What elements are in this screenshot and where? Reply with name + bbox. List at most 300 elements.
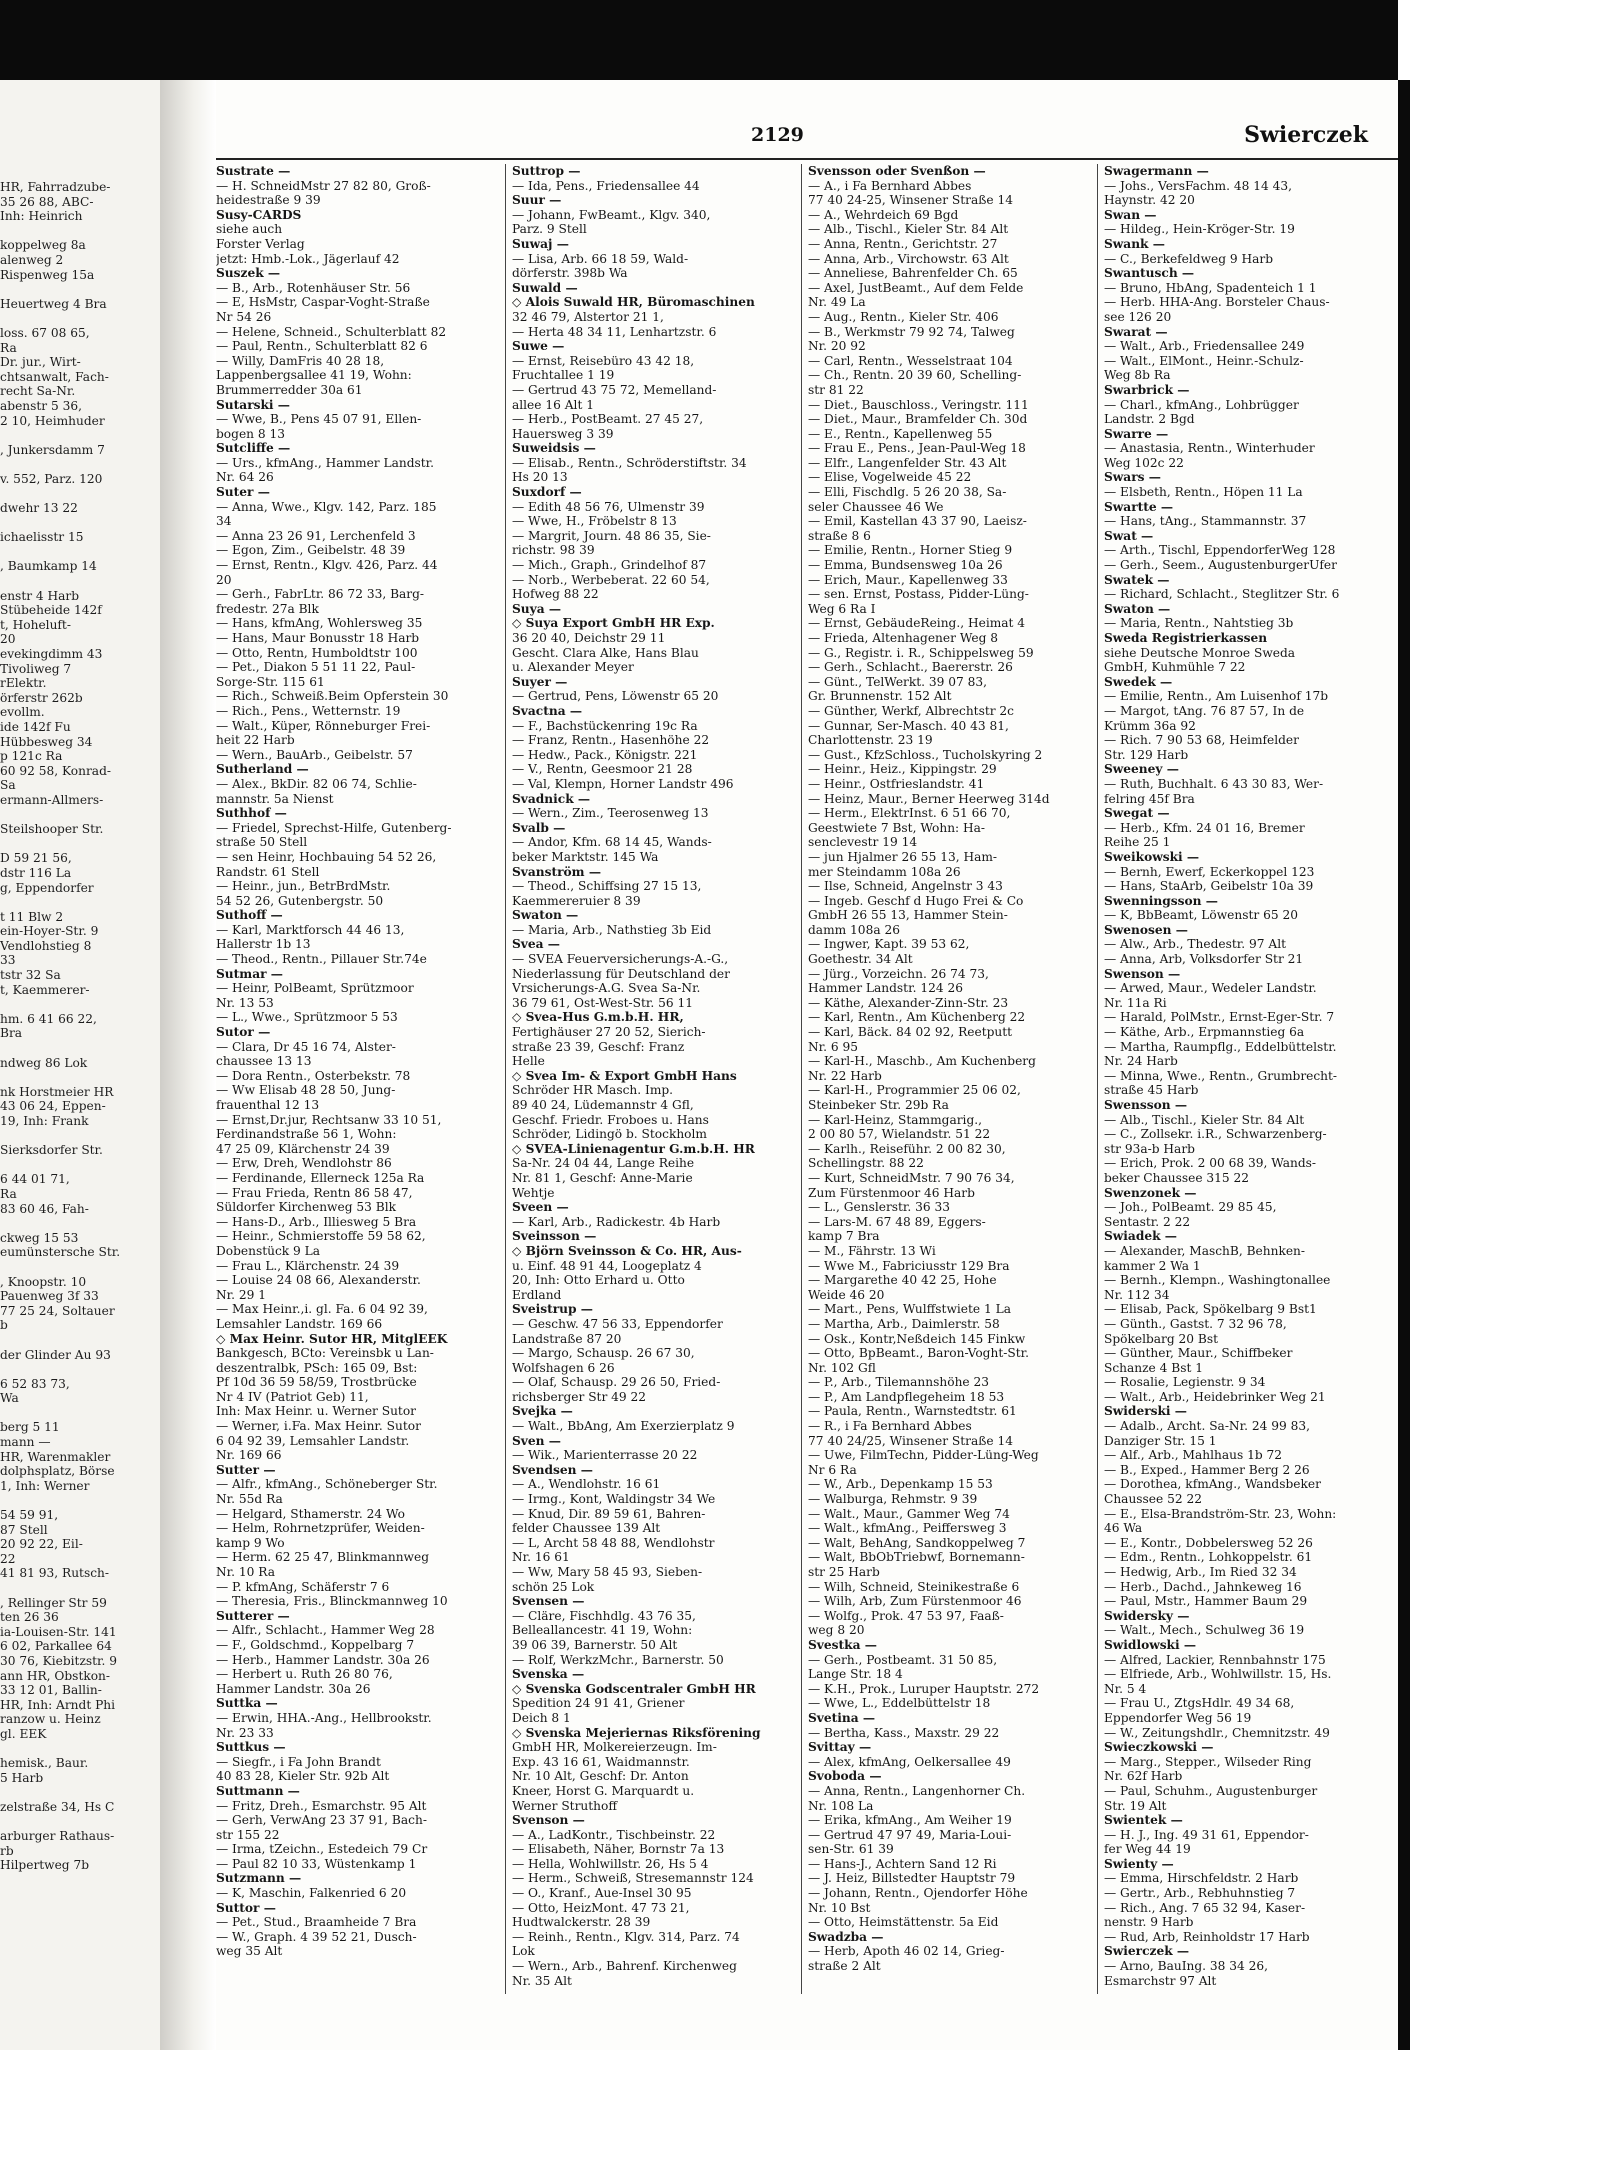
directory-entry-line: — Gerh, VerwAng 23 37 91, Bach- — [216, 1813, 427, 1828]
directory-entry-line: siehe auch — [216, 222, 283, 237]
directory-entry-line: — Herm. 62 25 47, Blinkmannweg — [216, 1550, 430, 1565]
left-page-line: koppelweg 8a — [0, 238, 86, 253]
directory-entry-line: Nr. 22 Harb — [808, 1068, 882, 1083]
directory-entry-line: ◇ Svea-Hus G.m.b.H. HR, — [512, 1010, 684, 1025]
page-header — [216, 120, 1398, 160]
directory-entry-line: — Edm., Rentn., Lohkoppelstr. 61 — [1104, 1550, 1313, 1565]
directory-entry-line: — Bernh., Klempn., Washingtonallee — [1104, 1273, 1331, 1288]
left-page-line — [0, 1362, 158, 1377]
left-page-line: 2 10, Heimhuder — [0, 413, 105, 428]
directory-entry-line: kamp 9 Wo — [216, 1535, 285, 1550]
directory-entry-line: 89 40 24, Lüdemannstr 4 Gfl, — [512, 1098, 694, 1112]
directory-entry-line: — Gertr., Arb., Rebhuhnstieg 7 — [1104, 1886, 1296, 1901]
directory-entry-line: — Paul, Rentn., Schulterblatt 82 6 — [216, 339, 428, 354]
directory-entry-line: — O., Kranf., Aue-Insel 30 95 — [512, 1886, 692, 1901]
directory-entry-line: — Diet., Bauschloss., Veringstr. 111 — [808, 397, 1029, 412]
directory-entry-line: — P., Arb., Tilemannshöhe 23 — [808, 1375, 990, 1390]
left-page-line: enstr 4 Harb — [0, 588, 80, 603]
directory-entry-line: — Reinh., Rentn., Klgv. 314, Parz. 74 — [512, 1929, 740, 1944]
directory-entry-line: — J. Heiz, Billstedter Hauptstr 79 — [808, 1871, 1016, 1886]
directory-entry-line: — Arno, BauIng. 38 34 26, — [1104, 1959, 1269, 1974]
left-page-line: HR, Warenmakler — [0, 1449, 111, 1464]
directory-entry-line: Swidersky — — [1104, 1608, 1190, 1623]
directory-entry-line: Swan — — [1104, 207, 1157, 222]
directory-entry-line: Suttor — — [216, 1900, 276, 1915]
directory-entry-line: — Louise 24 08 66, Alexanderstr. — [216, 1273, 421, 1288]
left-page-line — [0, 1742, 158, 1757]
directory-entry-line: — Bruno, HbAng, Spadenteich 1 1 — [1104, 280, 1317, 295]
directory-entry-line: Suttrop — — [512, 164, 581, 178]
directory-entry-line: 6 04 92 39, Lemsahler Landstr. — [216, 1433, 410, 1448]
directory-entry-line: — Bertha, Kass., Maxstr. 29 22 — [808, 1725, 1000, 1740]
left-page-line: recht Sa-Nr. — [0, 384, 76, 399]
left-page-line — [0, 1785, 158, 1800]
left-page-line: evekingdimm 43 — [0, 647, 103, 661]
directory-entry-line: — Heinz, Maur., Berner Heerweg 314d — [808, 791, 1050, 806]
left-page-line: 20 — [0, 632, 16, 647]
directory-entry-line: — Franz, Rentn., Hasenhöhe 22 — [512, 733, 710, 748]
directory-entry-line: — Anastasia, Rentn., Winterhuder — [1104, 441, 1315, 456]
directory-entry-line: — Herb., Kfm. 24 01 16, Bremer — [1104, 820, 1305, 835]
directory-entry-line: — Wilh, Arb, Zum Fürstenmoor 46 — [808, 1594, 1022, 1609]
directory-entry-line: — Ingwer, Kapt. 39 53 62, — [808, 937, 970, 952]
directory-entry-line: Suttmann — — [216, 1783, 300, 1798]
directory-entry-line: Swensson — — [1104, 1098, 1188, 1112]
directory-entry-line: Str. 19 Alt — [1104, 1798, 1167, 1813]
directory-entry-line: — Cläre, Fischhdlg. 43 76 35, — [512, 1608, 696, 1623]
directory-entry-line: GmbH HR, Molkereierzeugn. Im- — [512, 1740, 717, 1755]
directory-entry-line: — sen Heinr, Hochbauing 54 52 26, — [216, 849, 437, 864]
directory-entry-line: Parz. 9 Stell — [512, 222, 587, 237]
directory-entry-line: — Elisabeth, Näher, Bornstr 7a 13 — [512, 1842, 725, 1857]
directory-entry-line: Suthhof — — [216, 806, 287, 821]
directory-entry-line: — Otto, HeizMont. 47 73 21, — [512, 1900, 690, 1915]
directory-entry-line: Fruchtallee 1 19 — [512, 368, 615, 383]
directory-entry-line: — L., Wwe., Sprützmoor 5 53 — [216, 1010, 398, 1025]
directory-entry-line: Swegat — — [1104, 806, 1170, 821]
directory-entry-line: — L., Genslerstr. 36 33 — [808, 1200, 951, 1215]
directory-entry-line: Svalb — — [512, 820, 566, 835]
directory-entry-line: Dobenstück 9 La — [216, 1243, 321, 1258]
left-page-line: dwehr 13 22 — [0, 501, 78, 516]
directory-entry-line: Hallerstr 1b 13 — [216, 937, 311, 952]
directory-entry-line: — Theresia, Fris., Blinckmannweg 10 — [216, 1594, 448, 1609]
left-page-line: , Rellinger Str 59 — [0, 1595, 107, 1610]
directory-entry-line: — Friedel, Sprechst-Hilfe, Gutenberg- — [216, 820, 452, 835]
directory-entry-line: — Karlh., Reiseführ. 2 00 82 30, — [808, 1141, 1006, 1156]
directory-entry-line: Spedition 24 91 41, Griener — [512, 1696, 685, 1711]
directory-entry-line: Suwe — — [512, 339, 565, 354]
directory-entry-line: — Heinr., Ostfrieslandstr. 41 — [808, 776, 985, 791]
directory-entry-line: — H. SchneidMstr 27 82 80, Groß- — [216, 178, 431, 193]
directory-entry-line: Hammer Landstr. 124 26 — [808, 981, 963, 996]
directory-entry-line: — Heinr., Heiz., Kippingstr. 29 — [808, 762, 997, 777]
left-page-line: tstr 32 Sa — [0, 968, 61, 983]
directory-entry-line: Nr. 55d Ra — [216, 1492, 283, 1507]
directory-entry-line: — Ernst, GebäudeReing., Heimat 4 — [808, 616, 1026, 631]
directory-entry-line: — Karl, Marktforsch 44 46 13, — [216, 922, 405, 937]
directory-entry-line: — Hans-D., Arb., Illiesweg 5 Bra — [216, 1214, 417, 1229]
directory-entry-line: — Elise, Vogelweide 45 22 — [808, 470, 972, 485]
left-page-line — [0, 1815, 158, 1830]
directory-entry-line: Sutcliffe — — [216, 441, 291, 456]
directory-entry-line: Suter — — [216, 485, 270, 500]
directory-entry-line: — E., Rentn., Kapellenweg 55 — [808, 426, 993, 441]
directory-entry-line: — Max Heinr.,i. gl. Fa. 6 04 92 39, — [216, 1302, 428, 1317]
directory-entry-line: — Dorothea, kfmAng., Wandsbeker — [1104, 1477, 1321, 1492]
directory-entry-line: — Helene, Schneid., Schulterblatt 82 — [216, 324, 447, 339]
directory-entry-line: — F., Goldschmd., Koppelbarg 7 — [216, 1637, 415, 1652]
left-page-line: Sa — [0, 778, 16, 793]
directory-entry-line: Sutor — — [216, 1025, 271, 1040]
left-page-line: b — [0, 1318, 8, 1333]
directory-entry-line: Schanze 4 Bst 1 — [1104, 1360, 1204, 1375]
directory-entry-line: Swiderski — — [1104, 1404, 1187, 1419]
directory-entry-line: — Rich., Ang. 7 65 32 94, Kaser- — [1104, 1900, 1306, 1915]
directory-entry-line: ◇ Svenska Mejeriernas Riksförening — [512, 1725, 761, 1740]
directory-column-1 — [216, 164, 497, 1994]
directory-entry-line: Swat — — [1104, 528, 1154, 543]
left-page-line — [0, 1581, 158, 1596]
left-page-line: ann HR, Obstkon- — [0, 1668, 111, 1683]
directory-entry-line: — Günth., Gastst. 7 32 96 78, — [1104, 1316, 1287, 1331]
directory-entry-line: sen-Str. 61 39 — [808, 1842, 894, 1857]
directory-entry-line: Swarbrick — — [1104, 382, 1190, 397]
directory-entry-line: — Ingeb. Geschf d Hugo Frei & Co — [808, 893, 1024, 908]
directory-entry-line: — M., Fährstr. 13 Wi — [808, 1243, 936, 1258]
directory-entry-line: Charlottenstr. 23 19 — [808, 733, 933, 748]
directory-entry-line: — Norb., Werbeberat. 22 60 54, — [512, 572, 710, 587]
directory-entry-line: — Kurt, SchneidMstr. 7 90 76 34, — [808, 1170, 1015, 1185]
directory-entry-line: Swartte — — [1104, 499, 1174, 514]
left-page-line: HR, Fahrradzube- — [0, 180, 111, 194]
directory-entry-line: — Walt., Küper, Rönneburger Frei- — [216, 718, 431, 733]
directory-entry-line: Svejka — — [512, 1404, 573, 1419]
column-divider — [505, 164, 506, 1994]
directory-entry-line: — Alf., Arb., Mahlhaus 1b 72 — [1104, 1448, 1283, 1463]
directory-entry-line: Goethestr. 34 Alt — [808, 952, 913, 967]
directory-entry-line: Swieczkowski — — [1104, 1740, 1214, 1755]
directory-entry-line: — E., Kontr., Dobbelersweg 52 26 — [1104, 1535, 1313, 1550]
left-page-line: , Junkersdamm 7 — [0, 442, 105, 457]
directory-entry-line: Hs 20 13 — [512, 470, 568, 485]
directory-entry-line: Swienty — — [1104, 1856, 1174, 1871]
directory-entry-line: Lappenbergsallee 41 19, Wohn: — [216, 368, 412, 383]
directory-entry-line: Zum Fürstenmoor 46 Harb — [808, 1185, 975, 1200]
directory-entry-line: — Walt., ElMont., Heinr.-Schulz- — [1104, 353, 1304, 368]
left-page-line: 41 81 93, Rutsch- — [0, 1566, 109, 1581]
directory-entry-line: — E, HsMstr, Caspar-Voght-Straße — [216, 295, 430, 310]
directory-entry-line: — Alw., Arb., Thedestr. 97 Alt — [1104, 937, 1286, 952]
left-page-line: , Knoopstr. 10 — [0, 1274, 87, 1289]
directory-entry-line: Nr. 169 66 — [216, 1448, 282, 1463]
directory-entry-line: — Hella, Wohlwillstr. 26, Hs 5 4 — [512, 1856, 709, 1871]
left-page-line — [0, 808, 158, 823]
left-page-line: Heuertweg 4 Bra — [0, 296, 107, 311]
directory-entry-line: — Maria, Rentn., Nahtstieg 3b — [1104, 616, 1294, 631]
left-page-line: v. 552, Parz. 120 — [0, 471, 103, 486]
left-page-line: berg 5 11 — [0, 1420, 60, 1435]
directory-entry-line: richsberger Str 49 22 — [512, 1389, 647, 1404]
directory-entry-line: weg 35 Alt — [216, 1944, 283, 1959]
directory-entry-line: — Val, Klempn, Horner Landstr 496 — [512, 776, 734, 791]
directory-entry-line: — Herb. HHA-Ang. Borsteler Chaus- — [1104, 295, 1330, 310]
directory-entry-line: — Karl, Arb., Radickestr. 4b Harb — [512, 1214, 721, 1229]
directory-entry-line: Nr 4 IV (Patriot Geb) 11, — [216, 1389, 369, 1404]
directory-entry-line: — Knud, Dir. 89 59 61, Bahren- — [512, 1506, 706, 1521]
directory-entry-line: — Lisa, Arb. 66 18 59, Wald- — [512, 251, 689, 266]
directory-entry-line: — Geschw. 47 56 33, Eppendorfer — [512, 1316, 723, 1331]
directory-entry-line: — Herm., ElektrInst. 6 51 66 70, — [808, 806, 1011, 821]
directory-entry-line: Lok — [512, 1944, 535, 1959]
directory-entry-line: Landstr. 2 Bgd — [1104, 412, 1195, 427]
directory-entry-line: Nr. 81 1, Geschf: Anne-Marie — [512, 1170, 693, 1185]
directory-entry-line: — Alfr., kfmAng., Schöneberger Str. — [216, 1477, 438, 1492]
directory-entry-line: Suthoff — — [216, 908, 283, 923]
directory-entry-line: — Gertrud, Pens, Löwenstr 65 20 — [512, 689, 719, 704]
directory-entry-line: straße 45 Harb — [1104, 1083, 1199, 1098]
directory-entry-line: — Dora Rentn., Osterbekstr. 78 — [216, 1068, 411, 1083]
directory-entry-line: — Wilh, Schneid, Steinikestraße 6 — [808, 1579, 1020, 1594]
directory-entry-line: — Alb., Tischl., Kieler Str. 84 Alt — [808, 222, 1009, 237]
directory-entry-line: — Emil, Kastellan 43 37 90, Laeisz- — [808, 514, 1027, 529]
directory-entry-line: — C., Zollsekr. i.R., Schwarzenberg- — [1104, 1127, 1327, 1142]
page-number: 2129 — [751, 124, 804, 146]
directory-entry-line: Svactna — — [512, 703, 583, 718]
directory-entry-line: Forster Verlag — [216, 236, 305, 251]
directory-entry-line: 20 — [216, 572, 232, 587]
left-page-line: ia-Louisen-Str. 141 — [0, 1624, 117, 1639]
directory-entry-line: fredestr. 27a Blk — [216, 601, 319, 616]
directory-entry-line: — Margrit, Journ. 48 86 35, Sie- — [512, 528, 711, 543]
directory-entry-line: 46 Wa — [1104, 1521, 1143, 1536]
directory-entry-line: — A., Wendlohstr. 16 61 — [512, 1477, 661, 1492]
directory-entry-line: siehe Deutsche Monroe Sweda — [1104, 645, 1296, 660]
header-rule — [216, 158, 1398, 160]
directory-entry-line: — Gunnar, Ser-Masch. 40 43 81, — [808, 718, 1009, 733]
directory-entry-line: — Gerh., FabrLtr. 86 72 33, Barg- — [216, 587, 425, 602]
directory-entry-line: — Ch., Rentn. 20 39 60, Schelling- — [808, 368, 1022, 383]
directory-entry-line: 2 00 80 57, Wielandstr. 51 22 — [808, 1127, 991, 1142]
directory-entry-line: — Arth., Tischl, EppendorferWeg 128 — [1104, 543, 1336, 558]
directory-entry-line: — Ernst,Dr.jur, Rechtsanw 33 10 51, — [216, 1112, 442, 1127]
left-page-line: Hilpertweg 7b — [0, 1858, 90, 1873]
directory-entry-line: Gescht. Clara Alke, Hans Blau — [512, 645, 699, 660]
directory-entry-line: 54 52 26, Gutenbergstr. 50 — [216, 893, 384, 908]
left-page-line: 19, Inh: Frank — [0, 1114, 89, 1128]
directory-entry-line: — Uwe, FilmTechn, Pidder-Lüng-Weg — [808, 1448, 1039, 1463]
directory-entry-line: Niederlassung für Deutschland der — [512, 966, 730, 981]
directory-entry-line: — Anna, Arb, Volksdorfer Str 21 — [1104, 952, 1304, 967]
directory-entry-line: — Gertrud 47 97 49, Maria-Loui- — [808, 1827, 1012, 1842]
left-page-line: mann — — [0, 1435, 51, 1450]
directory-entry-line: — Otto, Rentn, Humboldtstr 100 — [216, 645, 418, 660]
directory-entry-line: Susy-CARDS — [216, 207, 302, 222]
left-page-line: Dr. jur., Wirt- — [0, 355, 81, 370]
directory-entry-line: — Walt., Maur., Gammer Weg 74 — [808, 1506, 1010, 1521]
directory-entry-line: — Alexander, MaschB, Behnken- — [1104, 1243, 1306, 1258]
directory-entry-line: — Charl., kfmAng., Lohbrügger — [1104, 397, 1299, 412]
directory-entry-line: 39 06 39, Barnerstr. 50 Alt — [512, 1637, 678, 1652]
directory-entry-line: — Hans, kfmAng, Wohlersweg 35 — [216, 616, 423, 631]
directory-entry-line: Spökelbarg 20 Bst — [1104, 1331, 1219, 1346]
directory-entry-line: — K, Maschin, Falkenried 6 20 — [216, 1886, 407, 1901]
column-divider — [1097, 164, 1098, 1994]
directory-entry-line: — Anneliese, Bahrenfelder Ch. 65 — [808, 266, 1018, 281]
left-page-line: 30 76, Kiebitzstr. 9 — [0, 1653, 118, 1668]
directory-entry-line: 77 40 24/25, Winsener Straße 14 — [808, 1433, 1013, 1448]
directory-entry-line: Sweda Registrierkassen — [1104, 631, 1268, 645]
directory-entry-line: — Willy, DamFris 40 28 18, — [216, 353, 385, 368]
directory-entry-line: beker Marktstr. 145 Wa — [512, 849, 659, 864]
directory-entry-line: Sorge-Str. 115 61 — [216, 674, 325, 689]
directory-entry-line: — Urs., kfmAng., Hammer Landstr. — [216, 455, 435, 470]
directory-entry-line: — Frau E., Pens., Jean-Paul-Weg 18 — [808, 441, 1026, 456]
directory-entry-line: — Martha, Raumpflg., Eddelbüttelstr. — [1104, 1039, 1337, 1054]
directory-entry-line: Swatek — — [1104, 572, 1170, 587]
directory-entry-line: Sutarski — — [216, 397, 290, 412]
directory-entry-line: Str. 129 Harb — [1104, 747, 1189, 762]
directory-entry-line: — Gerh., Seem., AugustenburgerUfer — [1104, 558, 1337, 573]
left-page-line — [0, 1260, 158, 1275]
directory-entry-line: Suxdorf — — [512, 485, 582, 500]
directory-entry-line: — Karl-H., Maschb., Am Kuchenberg — [808, 1054, 1036, 1069]
scan-margin-right — [1398, 0, 1600, 2177]
directory-entry-line: — Margarethe 40 42 25, Hohe — [808, 1273, 997, 1288]
directory-entry-line: — Erwin, HHA.-Ang., Hellbrookstr. — [216, 1710, 432, 1725]
left-page-line: Bra — [0, 1026, 23, 1041]
left-page-line — [0, 997, 158, 1012]
left-page-line: nk Horstmeier HR — [0, 1084, 114, 1099]
directory-entry-line: — Andor, Kfm. 68 14 45, Wands- — [512, 835, 712, 850]
directory-entry-line: Sweeney — — [1104, 762, 1179, 777]
directory-entry-line: Süldorfer Kirchenweg 53 Blk — [216, 1200, 396, 1215]
directory-entry-line: ◇ Suya Export GmbH HR Exp. — [512, 616, 715, 631]
directory-entry-line: — Theod., Schiffsing 27 15 13, — [512, 879, 702, 894]
directory-column-4 — [1104, 164, 1374, 1994]
directory-entry-line: Svanström — — [512, 864, 602, 879]
left-page-line — [0, 224, 158, 239]
directory-entry-line: str 155 22 — [216, 1827, 280, 1842]
directory-entry-line: — H. J., Ing. 49 31 61, Eppendor- — [1104, 1827, 1309, 1842]
directory-entry-line: Svestka — — [808, 1637, 877, 1652]
directory-entry-line: Schröder, Lidingö b. Stockholm — [512, 1127, 707, 1142]
directory-entry-line: see 126 20 — [1104, 309, 1172, 324]
directory-entry-line: — SVEA Feuerversicherungs-A.-G., — [512, 952, 729, 967]
directory-entry-line: — Rolf, WerkzMchr., Barnerstr. 50 — [512, 1652, 724, 1667]
directory-entry-line: Svittay — — [808, 1740, 872, 1755]
directory-entry-line: Nr. 102 Gfl — [808, 1360, 876, 1375]
directory-entry-line: Reihe 25 1 — [1104, 835, 1171, 850]
directory-entry-line: Hofweg 88 22 — [512, 587, 599, 602]
directory-entry-line: Swiadek — — [1104, 1229, 1177, 1244]
directory-entry-line: — Walt., Mech., Schulweg 36 19 — [1104, 1623, 1305, 1638]
directory-entry-line: — F., Bachstückenring 19c Ra — [512, 718, 698, 733]
left-page-line — [0, 311, 158, 326]
directory-entry-line: Nr. 29 1 — [216, 1287, 267, 1302]
directory-entry-line: — Frau U., ZtgsHdlr. 49 34 68, — [1104, 1696, 1295, 1711]
directory-entry-line: mer Steindamm 108a 26 — [808, 864, 961, 879]
directory-entry-line: Sven — — [512, 1433, 561, 1448]
directory-entry-line: Suttkus — — [216, 1740, 286, 1755]
left-page-line: 54 59 91, — [0, 1508, 59, 1523]
directory-entry-line: Werner Struthoff — [512, 1798, 617, 1813]
left-page-line: arburger Rathaus- — [0, 1829, 115, 1844]
directory-entry-line: Swaton — — [512, 908, 579, 923]
directory-entry-line: Hauersweg 3 39 — [512, 426, 614, 441]
directory-entry-line: str 81 22 — [808, 382, 864, 397]
scan-border-right — [1398, 80, 1410, 2050]
directory-entry-line: — Egon, Zim., Geibelstr. 48 39 — [216, 543, 406, 558]
directory-entry-line: ◇ Max Heinr. Sutor HR, MitglEEK — [216, 1331, 448, 1346]
left-page-line — [0, 516, 158, 531]
left-page-line: t, Hoheluft- — [0, 617, 71, 632]
directory-entry-line: — Paul, Schuhm., Augustenburger — [1104, 1783, 1318, 1798]
directory-entry-line: Swank — — [1104, 236, 1165, 251]
left-page-line: 1, Inh: Werner — [0, 1478, 90, 1493]
directory-entry-line: Wehtje — [512, 1185, 555, 1200]
directory-entry-line: — Elli, Fischdlg. 5 26 20 38, Sa- — [808, 485, 1007, 500]
directory-entry-line: Erdland — [512, 1287, 562, 1302]
directory-entry-line: 32 46 79, Alstertor 21 1, — [512, 309, 664, 324]
directory-entry-line: Nr. 10 Alt, Geschf: Dr. Anton — [512, 1769, 689, 1784]
directory-entry-line: — Herb., PostBeamt. 27 45 27, — [512, 412, 704, 427]
directory-entry-line: mannstr. 5a Nienst — [216, 791, 334, 806]
directory-entry-line: ◇ Björn Sveinsson & Co. HR, Aus- — [512, 1243, 742, 1258]
directory-entry-line: — Anna, Rentn., Gerichtstr. 27 — [808, 236, 998, 251]
directory-entry-line: — V., Rentn, Geesmoor 21 28 — [512, 762, 693, 777]
directory-entry-line: — Axel, JustBeamt., Auf dem Felde — [808, 280, 1024, 295]
left-page-line: 33 12 01, Ballin- — [0, 1683, 102, 1698]
directory-entry-line: u. Einf. 48 91 44, Loogeplatz 4 — [512, 1258, 702, 1273]
running-head: Swierczek — [1244, 122, 1368, 148]
directory-entry-line: ◇ Alois Suwald HR, Büromaschinen — [512, 295, 755, 310]
directory-entry-line: — Ida, Pens., Friedensallee 44 — [512, 178, 700, 193]
directory-entry-line: — Hedw., Pack., Königstr. 221 — [512, 747, 698, 762]
directory-entry-line: 47 25 09, Klärchenstr 24 39 — [216, 1141, 390, 1156]
left-page-line: chtsanwalt, Fach- — [0, 369, 109, 384]
directory-entry-line: — Herb., Hammer Landstr. 30a 26 — [216, 1652, 430, 1667]
directory-entry-line: — Emma, Hirschfeldstr. 2 Harb — [1104, 1871, 1299, 1886]
directory-column-2 — [512, 164, 793, 1994]
directory-entry-line: GmbH, Kuhmühle 7 22 — [1104, 660, 1246, 675]
directory-entry-line: Kaemmereruier 8 39 — [512, 893, 641, 908]
left-page-line: 60 92 58, Konrad- — [0, 763, 111, 778]
directory-entry-line: Nr. 23 33 — [216, 1725, 274, 1740]
directory-entry-line: straße 23 39, Geschf: Franz — [512, 1039, 685, 1054]
directory-entry-line: Nr 6 Ra — [808, 1462, 857, 1477]
directory-entry-line: — Hans, Maur Bonusstr 18 Harb — [216, 631, 420, 645]
directory-entry-line: fer Weg 44 19 — [1104, 1842, 1191, 1857]
directory-entry-line: Sutmar — — [216, 966, 283, 981]
left-page-line: 77 25 24, Soltauer — [0, 1303, 115, 1318]
directory-entry-line: Haynstr. 42 20 — [1104, 193, 1195, 208]
directory-entry-line: Schellingstr. 88 22 — [808, 1156, 924, 1171]
directory-entry-line: — Theod., Rentn., Pillauer Str.74e — [216, 952, 427, 967]
left-page-line: Wa — [0, 1391, 19, 1406]
directory-entry-line: ◇ Svea Im- & Export GmbH Hans — [512, 1068, 737, 1083]
directory-entry-line: — Rich., Pens., Wetternstr. 19 — [216, 703, 401, 718]
directory-entry-line: — L, Archt 58 48 88, Wendlohstr — [512, 1535, 715, 1550]
left-page-line — [0, 895, 158, 910]
directory-entry-line: Swarre — — [1104, 426, 1169, 441]
left-page-line: Inh: Heinrich — [0, 209, 83, 224]
left-page-line — [0, 457, 158, 472]
directory-entry-line: — Wern., Arb., Bahrenf. Kirchenweg — [512, 1959, 737, 1974]
left-page-line — [0, 1406, 158, 1421]
directory-entry-line: Lemsahler Landstr. 169 66 — [216, 1316, 383, 1331]
directory-entry-line: Nr. 10 Bst — [808, 1900, 871, 1915]
